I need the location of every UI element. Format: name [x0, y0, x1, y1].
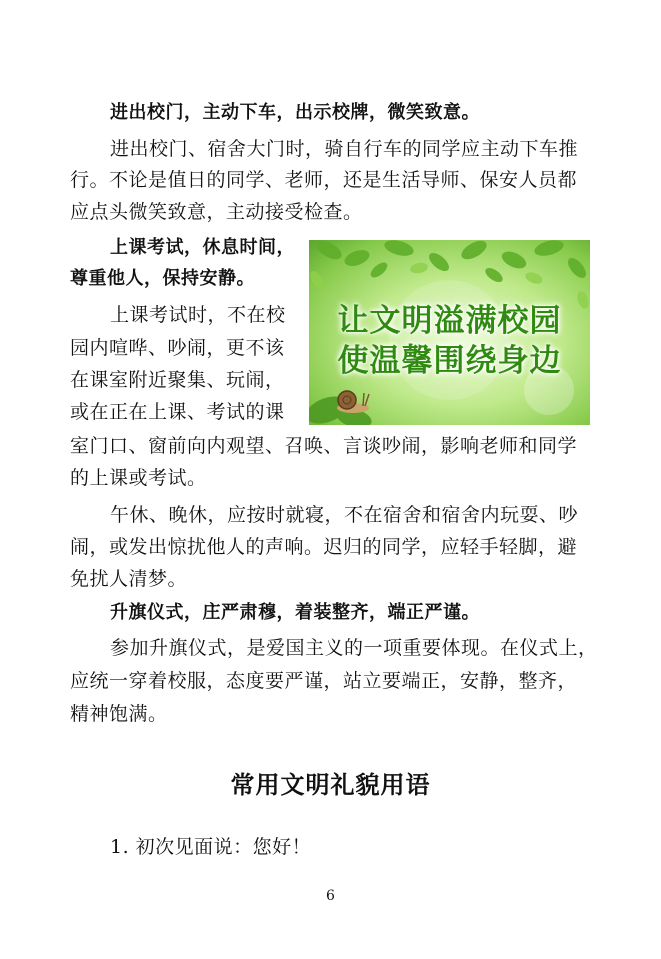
paragraph-line: 闹，或发出惊扰他人的声响。迟归的同学，应轻手轻脚，避 [70, 536, 578, 558]
paragraph-line: 上课考试时，不在校 [110, 304, 286, 326]
paragraph-line: 免扰人清梦。 [70, 568, 188, 590]
paragraph-line: 进出校门、宿舍大门时，骑自行车的同学应主动下车推 [110, 138, 579, 160]
page-heading: 常用文明礼貌用语 [230, 771, 431, 799]
civility-banner-image [309, 240, 590, 425]
section-heading-school-gate: 进出校门，主动下车，出示校牌，微笑致意。 [110, 102, 480, 123]
section-heading-class-quiet-cont: 尊重他人，保持安静。 [70, 268, 255, 289]
paragraph-line: 参加升旗仪式，是爱国主义的一项重要体现。在仪式上， [110, 637, 598, 659]
list-item: 1. 初次见面说：您好！ [110, 836, 312, 858]
paragraph-line: 应点头微笑致意，主动接受检查。 [70, 201, 363, 223]
paragraph-line: 精神饱满。 [70, 703, 168, 725]
paragraph-line: 或在正在上课、考试的课 [70, 401, 285, 423]
snail-icon [337, 391, 369, 413]
section-heading-flag-ceremony: 升旗仪式，庄严肃穆，着装整齐，端正严谨。 [110, 602, 480, 623]
paragraph-line: 应统一穿着校服，态度要严谨，站立要端正，安静，整齐， [70, 670, 578, 692]
paragraph-line: 室门口、窗前向内观望、召唤、言谈吵闹，影响老师和同学 [70, 435, 578, 457]
paragraph-line: 园内喧哗、吵闹，更不该 [70, 337, 285, 359]
banner-slogan-line2: 使温馨围绕身边 [337, 343, 562, 379]
paragraph-line: 在课室附近聚集、玩闹， [70, 369, 285, 391]
page-number: 6 [326, 888, 335, 904]
paragraph-line: 行。不论是值日的同学、老师，还是生活导师、保安人员都 [70, 169, 578, 191]
paragraph-line: 的上课或考试。 [70, 467, 207, 489]
section-heading-class-quiet: 上课考试，休息时间， [110, 237, 295, 258]
paragraph-line: 午休、晚休，应按时就寝，不在宿舍和宿舍内玩耍、吵 [110, 504, 579, 526]
banner-slogan-line1: 让文明溢满校园 [337, 303, 562, 339]
